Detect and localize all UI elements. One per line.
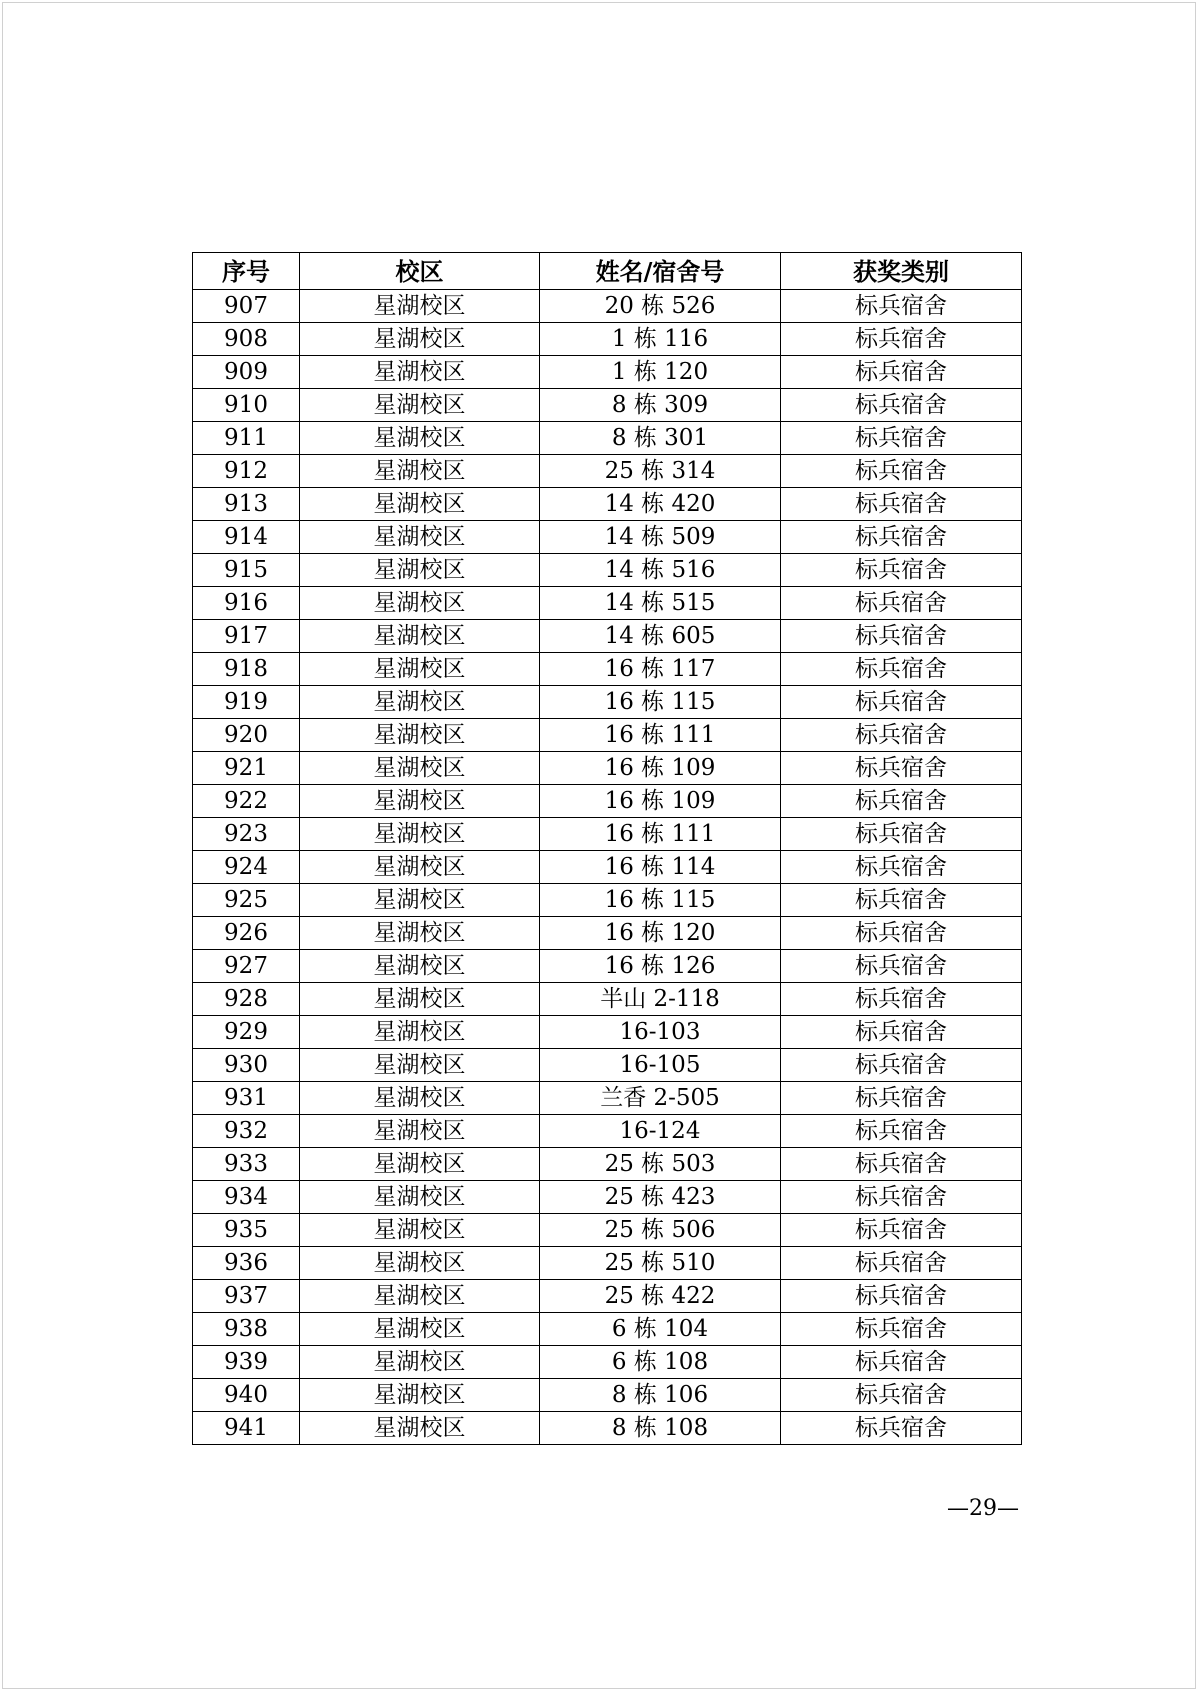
cell-campus: 星湖校区: [300, 488, 540, 521]
cell-index: 927: [193, 950, 300, 983]
cell-name-dorm: 14 栋 516: [540, 554, 781, 587]
table-row: [193, 719, 1022, 752]
table-row: [193, 1115, 1022, 1148]
cell-name-dorm: 16 栋 114: [540, 851, 781, 884]
cell-index: 933: [193, 1148, 300, 1181]
table-row: [193, 1181, 1022, 1214]
header-campus: 校区: [300, 253, 540, 290]
table-row: [193, 1346, 1022, 1379]
cell-index: 914: [193, 521, 300, 554]
table-row: [193, 917, 1022, 950]
cell-award-type: 标兵宿舍: [781, 785, 1022, 818]
cell-name-dorm: 14 栋 420: [540, 488, 781, 521]
cell-campus: 星湖校区: [300, 1115, 540, 1148]
cell-index: 934: [193, 1181, 300, 1214]
table-row: [193, 950, 1022, 983]
cell-name-dorm: 14 栋 509: [540, 521, 781, 554]
cell-campus: 星湖校区: [300, 554, 540, 587]
cell-campus: 星湖校区: [300, 752, 540, 785]
cell-campus: 星湖校区: [300, 686, 540, 719]
table-row: [193, 983, 1022, 1016]
header-award-type: 获奖类别: [781, 253, 1022, 290]
cell-index: 940: [193, 1379, 300, 1412]
cell-name-dorm: 6 栋 104: [540, 1313, 781, 1346]
cell-name-dorm: 6 栋 108: [540, 1346, 781, 1379]
table-row: [193, 1280, 1022, 1313]
cell-name-dorm: 25 栋 503: [540, 1148, 781, 1181]
cell-index: 907: [193, 290, 300, 323]
table-row: [193, 686, 1022, 719]
cell-name-dorm: 25 栋 314: [540, 455, 781, 488]
cell-name-dorm: 8 栋 106: [540, 1379, 781, 1412]
cell-campus: 星湖校区: [300, 455, 540, 488]
cell-campus: 星湖校区: [300, 1214, 540, 1247]
table-row: [193, 818, 1022, 851]
cell-name-dorm: 25 栋 423: [540, 1181, 781, 1214]
cell-campus: 星湖校区: [300, 1016, 540, 1049]
table-row: [193, 290, 1022, 323]
table-row: [193, 1148, 1022, 1181]
cell-campus: 星湖校区: [300, 917, 540, 950]
cell-campus: 星湖校区: [300, 521, 540, 554]
cell-index: 930: [193, 1049, 300, 1082]
cell-index: 931: [193, 1082, 300, 1115]
cell-award-type: 标兵宿舍: [781, 1181, 1022, 1214]
cell-award-type: 标兵宿舍: [781, 686, 1022, 719]
cell-award-type: 标兵宿舍: [781, 620, 1022, 653]
table-row: [193, 785, 1022, 818]
cell-name-dorm: 16 栋 115: [540, 884, 781, 917]
cell-index: 909: [193, 356, 300, 389]
cell-index: 908: [193, 323, 300, 356]
cell-name-dorm: 16 栋 109: [540, 752, 781, 785]
cell-name-dorm: 14 栋 515: [540, 587, 781, 620]
table-row: [193, 620, 1022, 653]
cell-campus: 星湖校区: [300, 851, 540, 884]
cell-award-type: 标兵宿舍: [781, 587, 1022, 620]
cell-campus: 星湖校区: [300, 587, 540, 620]
cell-name-dorm: 16 栋 111: [540, 818, 781, 851]
table-row: [193, 1049, 1022, 1082]
cell-name-dorm: 8 栋 301: [540, 422, 781, 455]
cell-campus: 星湖校区: [300, 1346, 540, 1379]
cell-campus: 星湖校区: [300, 356, 540, 389]
cell-campus: 星湖校区: [300, 422, 540, 455]
cell-award-type: 标兵宿舍: [781, 1379, 1022, 1412]
table-row: [193, 1379, 1022, 1412]
cell-award-type: 标兵宿舍: [781, 752, 1022, 785]
cell-award-type: 标兵宿舍: [781, 917, 1022, 950]
cell-index: 936: [193, 1247, 300, 1280]
cell-campus: 星湖校区: [300, 323, 540, 356]
cell-award-type: 标兵宿舍: [781, 950, 1022, 983]
cell-index: 937: [193, 1280, 300, 1313]
cell-campus: 星湖校区: [300, 653, 540, 686]
cell-campus: 星湖校区: [300, 950, 540, 983]
cell-name-dorm: 16-124: [540, 1115, 781, 1148]
cell-name-dorm: 8 栋 309: [540, 389, 781, 422]
cell-name-dorm: 16-105: [540, 1049, 781, 1082]
cell-campus: 星湖校区: [300, 785, 540, 818]
cell-award-type: 标兵宿舍: [781, 1280, 1022, 1313]
table-row: [193, 488, 1022, 521]
cell-award-type: 标兵宿舍: [781, 521, 1022, 554]
cell-index: 925: [193, 884, 300, 917]
cell-name-dorm: 16 栋 120: [540, 917, 781, 950]
cell-award-type: 标兵宿舍: [781, 1214, 1022, 1247]
cell-campus: 星湖校区: [300, 389, 540, 422]
header-row: [193, 253, 1022, 290]
cell-index: 939: [193, 1346, 300, 1379]
cell-name-dorm: 兰香 2-505: [540, 1082, 781, 1115]
cell-index: 923: [193, 818, 300, 851]
table-row: [193, 653, 1022, 686]
table-row: [193, 422, 1022, 455]
cell-name-dorm: 半山 2-118: [540, 983, 781, 1016]
cell-award-type: 标兵宿舍: [781, 719, 1022, 752]
table-row: [193, 1082, 1022, 1115]
cell-award-type: 标兵宿舍: [781, 323, 1022, 356]
cell-index: 926: [193, 917, 300, 950]
cell-index: 938: [193, 1313, 300, 1346]
award-table: [192, 252, 1022, 1445]
cell-campus: 星湖校区: [300, 1049, 540, 1082]
cell-award-type: 标兵宿舍: [781, 389, 1022, 422]
cell-index: 910: [193, 389, 300, 422]
cell-campus: 星湖校区: [300, 1313, 540, 1346]
table-row: [193, 521, 1022, 554]
table-row: [193, 884, 1022, 917]
cell-campus: 星湖校区: [300, 1247, 540, 1280]
table-body: [193, 290, 1022, 1445]
cell-award-type: 标兵宿舍: [781, 1082, 1022, 1115]
cell-name-dorm: 16 栋 117: [540, 653, 781, 686]
cell-campus: 星湖校区: [300, 1181, 540, 1214]
table-row: [193, 1214, 1022, 1247]
cell-index: 932: [193, 1115, 300, 1148]
cell-name-dorm: 25 栋 510: [540, 1247, 781, 1280]
table-row: [193, 389, 1022, 422]
table-row: [193, 356, 1022, 389]
cell-campus: 星湖校区: [300, 290, 540, 323]
cell-index: 920: [193, 719, 300, 752]
cell-name-dorm: 16 栋 109: [540, 785, 781, 818]
cell-index: 941: [193, 1412, 300, 1445]
cell-campus: 星湖校区: [300, 1280, 540, 1313]
cell-campus: 星湖校区: [300, 1412, 540, 1445]
cell-name-dorm: 16 栋 115: [540, 686, 781, 719]
cell-index: 918: [193, 653, 300, 686]
cell-award-type: 标兵宿舍: [781, 1247, 1022, 1280]
cell-campus: 星湖校区: [300, 1148, 540, 1181]
cell-award-type: 标兵宿舍: [781, 488, 1022, 521]
table-row: [193, 587, 1022, 620]
cell-index: 913: [193, 488, 300, 521]
cell-index: 922: [193, 785, 300, 818]
cell-index: 915: [193, 554, 300, 587]
cell-name-dorm: 25 栋 422: [540, 1280, 781, 1313]
cell-index: 924: [193, 851, 300, 884]
cell-index: 916: [193, 587, 300, 620]
table-row: [193, 554, 1022, 587]
cell-campus: 星湖校区: [300, 719, 540, 752]
table-row: [193, 1412, 1022, 1445]
cell-award-type: 标兵宿舍: [781, 1049, 1022, 1082]
cell-award-type: 标兵宿舍: [781, 1016, 1022, 1049]
cell-name-dorm: 16 栋 126: [540, 950, 781, 983]
cell-award-type: 标兵宿舍: [781, 1346, 1022, 1379]
cell-award-type: 标兵宿舍: [781, 884, 1022, 917]
cell-award-type: 标兵宿舍: [781, 653, 1022, 686]
cell-index: 928: [193, 983, 300, 1016]
table-row: [193, 1016, 1022, 1049]
cell-award-type: 标兵宿舍: [781, 356, 1022, 389]
cell-award-type: 标兵宿舍: [781, 983, 1022, 1016]
table-row: [193, 752, 1022, 785]
cell-name-dorm: 14 栋 605: [540, 620, 781, 653]
header-index: 序号: [193, 253, 300, 290]
cell-campus: 星湖校区: [300, 1082, 540, 1115]
cell-name-dorm: 25 栋 506: [540, 1214, 781, 1247]
cell-award-type: 标兵宿舍: [781, 851, 1022, 884]
table-row: [193, 323, 1022, 356]
cell-award-type: 标兵宿舍: [781, 455, 1022, 488]
cell-award-type: 标兵宿舍: [781, 290, 1022, 323]
cell-index: 911: [193, 422, 300, 455]
cell-name-dorm: 8 栋 108: [540, 1412, 781, 1445]
table-header: [193, 253, 1022, 290]
cell-index: 917: [193, 620, 300, 653]
cell-index: 921: [193, 752, 300, 785]
cell-index: 912: [193, 455, 300, 488]
cell-name-dorm: 16-103: [540, 1016, 781, 1049]
cell-index: 919: [193, 686, 300, 719]
cell-index: 935: [193, 1214, 300, 1247]
cell-award-type: 标兵宿舍: [781, 554, 1022, 587]
cell-index: 929: [193, 1016, 300, 1049]
table-row: [193, 455, 1022, 488]
cell-campus: 星湖校区: [300, 1379, 540, 1412]
cell-campus: 星湖校区: [300, 983, 540, 1016]
table-row: [193, 1247, 1022, 1280]
cell-name-dorm: 20 栋 526: [540, 290, 781, 323]
cell-award-type: 标兵宿舍: [781, 1313, 1022, 1346]
header-name-dorm: 姓名/宿舍号: [540, 253, 781, 290]
cell-campus: 星湖校区: [300, 818, 540, 851]
table-row: [193, 1313, 1022, 1346]
cell-award-type: 标兵宿舍: [781, 422, 1022, 455]
table-row: [193, 851, 1022, 884]
page-number: —29—: [947, 1496, 1019, 1521]
cell-campus: 星湖校区: [300, 884, 540, 917]
cell-award-type: 标兵宿舍: [781, 1115, 1022, 1148]
cell-award-type: 标兵宿舍: [781, 1148, 1022, 1181]
cell-name-dorm: 1 栋 120: [540, 356, 781, 389]
cell-name-dorm: 16 栋 111: [540, 719, 781, 752]
cell-award-type: 标兵宿舍: [781, 818, 1022, 851]
cell-campus: 星湖校区: [300, 620, 540, 653]
cell-name-dorm: 1 栋 116: [540, 323, 781, 356]
cell-award-type: 标兵宿舍: [781, 1412, 1022, 1445]
